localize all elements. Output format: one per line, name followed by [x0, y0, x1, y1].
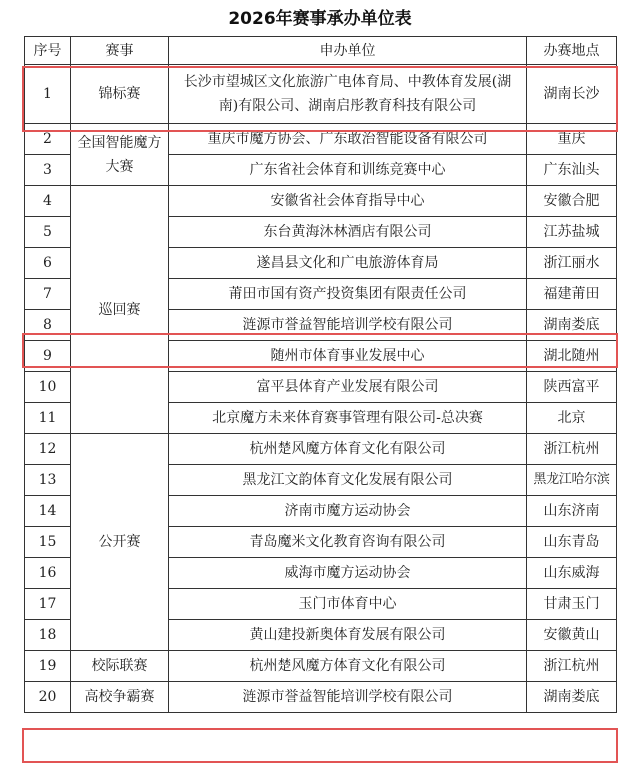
row-no: 7 [25, 279, 71, 310]
table-row [25, 65, 617, 124]
row-no: 9 [25, 341, 71, 372]
place-cell: 福建莆田 [527, 279, 617, 310]
unit-cell: 莆田市国有资产投资集团有限责任公司 [169, 279, 527, 310]
event-cell: 锦标赛 [71, 65, 169, 124]
header-place: 办赛地点 [527, 37, 617, 65]
unit-cell: 涟源市誉益智能培训学校有限公司 [169, 310, 527, 341]
place-cell: 重庆 [527, 124, 617, 155]
place-cell: 湖南娄底 [527, 310, 617, 341]
place-cell: 浙江丽水 [527, 248, 617, 279]
event-cell: 高校争霸赛 [71, 682, 169, 713]
unit-cell: 青岛魔米文化教育咨询有限公司 [169, 527, 527, 558]
event-cell: 校际联赛 [71, 651, 169, 682]
unit-cell: 北京魔方未来体育赛事管理有限公司-总决赛 [169, 403, 527, 434]
unit-cell: 遂昌县文化和广电旅游体育局 [169, 248, 527, 279]
event-cell: 公开赛 [71, 434, 169, 651]
header-row [25, 37, 617, 65]
place-cell: 湖北随州 [527, 341, 617, 372]
place-cell: 黑龙江哈尔滨 [527, 465, 617, 496]
header-event: 赛事 [71, 37, 169, 65]
event-cell: 巡回赛 [71, 186, 169, 434]
unit-cell: 黑龙江文韵体育文化发展有限公司 [169, 465, 527, 496]
unit-cell: 黄山建投新奥体育发展有限公司 [169, 620, 527, 651]
row-no: 16 [25, 558, 71, 589]
row-no: 18 [25, 620, 71, 651]
place-cell: 山东威海 [527, 558, 617, 589]
unit-cell: 济南市魔方运动协会 [169, 496, 527, 527]
row-no: 12 [25, 434, 71, 465]
place-cell: 安徽合肥 [527, 186, 617, 217]
place-cell: 湖南娄底 [527, 682, 617, 713]
header-no: 序号 [25, 37, 71, 65]
place-cell: 浙江杭州 [527, 651, 617, 682]
row-no: 6 [25, 248, 71, 279]
row-no: 19 [25, 651, 71, 682]
row-no: 13 [25, 465, 71, 496]
table-title: 2026年赛事承办单位表 [228, 9, 412, 29]
unit-cell: 玉门市体育中心 [169, 589, 527, 620]
table-row [25, 124, 617, 155]
row-no: 20 [25, 682, 71, 713]
row-no: 17 [25, 589, 71, 620]
unit-cell: 富平县体育产业发展有限公司 [169, 372, 527, 403]
row-no: 10 [25, 372, 71, 403]
unit-cell: 杭州楚风魔方体育文化有限公司 [169, 434, 527, 465]
place-cell: 山东济南 [527, 496, 617, 527]
table-row [25, 682, 617, 713]
row-no: 3 [25, 155, 71, 186]
unit-cell: 长沙市望城区文化旅游广电体育局、中教体育发展(湖南)有限公司、湖南启彤教育科技有限公司 [169, 65, 527, 124]
unit-cell: 东台黄海沐林酒店有限公司 [169, 217, 527, 248]
unit-cell: 重庆市魔方协会、广东敢治智能设备有限公司 [169, 124, 527, 155]
unit-cell: 安徽省社会体育指导中心 [169, 186, 527, 217]
row-no: 15 [25, 527, 71, 558]
header-unit: 申办单位 [169, 37, 527, 65]
host-unit-table [24, 36, 617, 713]
unit-cell: 杭州楚风魔方体育文化有限公司 [169, 651, 527, 682]
place-cell: 陕西富平 [527, 372, 617, 403]
highlight-box-row-20 [22, 728, 618, 763]
row-no: 8 [25, 310, 71, 341]
unit-cell: 威海市魔方运动协会 [169, 558, 527, 589]
place-cell: 江苏盐城 [527, 217, 617, 248]
place-cell: 广东汕头 [527, 155, 617, 186]
event-cell: 全国智能魔方大赛 [71, 124, 169, 186]
row-no: 5 [25, 217, 71, 248]
unit-cell: 随州市体育事业发展中心 [169, 341, 527, 372]
row-no: 14 [25, 496, 71, 527]
place-cell: 北京 [527, 403, 617, 434]
table-row [25, 651, 617, 682]
unit-cell: 涟源市誉益智能培训学校有限公司 [169, 682, 527, 713]
table-row [25, 434, 617, 465]
row-no: 11 [25, 403, 71, 434]
place-cell: 甘肃玉门 [527, 589, 617, 620]
unit-cell: 广东省社会体育和训练竞赛中心 [169, 155, 527, 186]
table-row [25, 186, 617, 217]
place-cell: 山东青岛 [527, 527, 617, 558]
place-cell: 安徽黄山 [527, 620, 617, 651]
place-cell: 湖南长沙 [527, 65, 617, 124]
row-no: 2 [25, 124, 71, 155]
row-no: 4 [25, 186, 71, 217]
place-cell: 浙江杭州 [527, 434, 617, 465]
row-no: 1 [25, 65, 71, 124]
